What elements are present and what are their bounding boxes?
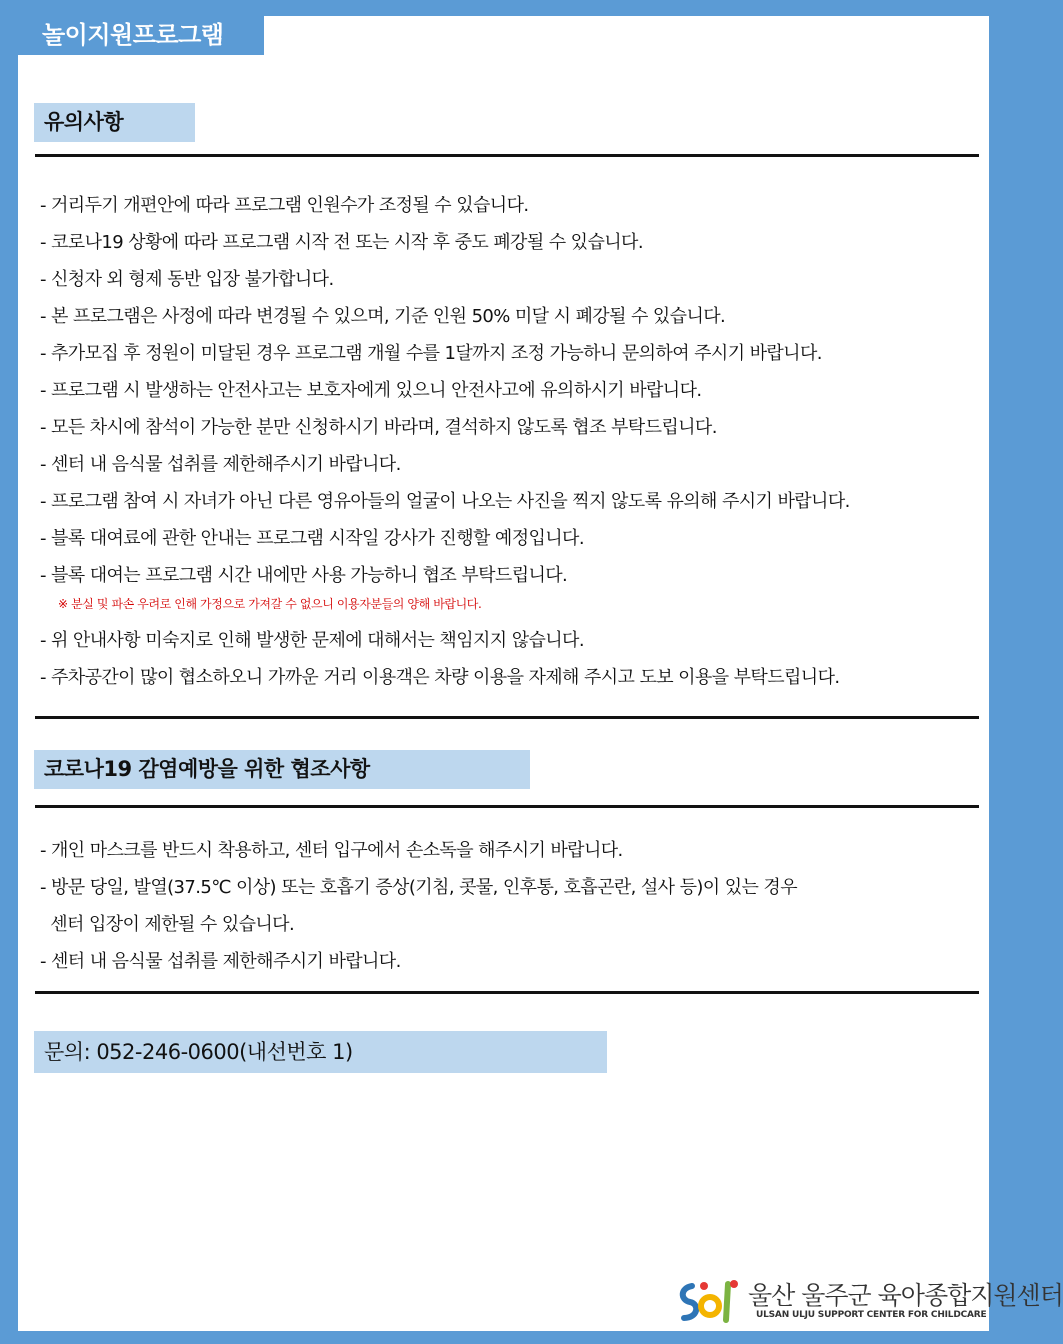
contact-info: 문의: 052-246-0600(내선번호 1): [34, 1031, 607, 1073]
logo-title: 울산 울주군 육아종합지원센터: [748, 1281, 1063, 1310]
covid-list: [40, 832, 797, 980]
list-item: - 센터 내 음식물 섭취를 제한해주시기 바랍니다.: [40, 454, 401, 475]
list-item: - 거리두기 개편안에 따라 프로그램 인원수가 조정될 수 있습니다.: [40, 195, 529, 216]
list-item: - 위 안내사항 미숙지로 인해 발생한 문제에 대해서는 책임지지 않습니다.: [40, 630, 584, 651]
list-item: - 블록 대여료에 관한 안내는 프로그램 시작일 강사가 진행할 예정입니다.: [40, 528, 584, 549]
divider: [35, 154, 979, 157]
list-item: - 방문 당일, 발열(37.5℃ 이상) 또는 호흡기 증상(기침, 콧물, 인후통, 호흡곤란, 설사 등)이 있는 경우: [40, 877, 797, 898]
page-title: 놀이지원프로그램: [18, 16, 264, 55]
list-item: - 주차공간이 많이 협소하오니 가까운 거리 이용객은 차량 이용을 자제해 주시고 도보 이용을 부탁드립니다.: [40, 667, 840, 688]
list-item: - 센터 내 음식물 섭취를 제한해주시기 바랍니다.: [40, 951, 401, 972]
divider: [35, 805, 979, 808]
list-item: - 블록 대여는 프로그램 시간 내에만 사용 가능하니 협조 부탁드립니다.: [40, 565, 568, 586]
precautions-list-2: [40, 622, 839, 696]
list-item: - 추가모집 후 정원이 미달된 경우 프로그램 개월 수를 1달까지 조정 가능하니 문의하여 주시기 바랍니다.: [40, 343, 822, 364]
list-item: - 프로그램 시 발생하는 안전사고는 보호자에게 있으니 안전사고에 유의하시기 바랍니다.: [40, 380, 702, 401]
divider: [35, 716, 979, 719]
logo-subtitle: ULSAN ULJU SUPPORT CENTER FOR CHILDCARE: [756, 1310, 987, 1320]
precautions-list: [40, 187, 850, 614]
list-item: - 개인 마스크를 반드시 착용하고, 센터 입구에서 손소독을 해주시기 바랍니다.: [40, 840, 623, 861]
precautions-heading: 유의사항: [34, 103, 195, 142]
divider: [35, 991, 979, 994]
covid-heading: 코로나19 감염예방을 위한 협조사항: [34, 750, 530, 789]
center-logo: [676, 1276, 1063, 1326]
list-item: - 모든 차시에 참석이 가능한 분만 신청하시기 바라며, 결석하지 않도록 협조 부탁드립니다.: [40, 417, 717, 438]
list-item: - 신청자 외 형제 동반 입장 불가합니다.: [40, 269, 334, 290]
list-item: - 본 프로그램은 사정에 따라 변경될 수 있으며, 기준 인원 50% 미달 시 폐강될 수 있습니다.: [40, 306, 726, 327]
list-item: - 프로그램 참여 시 자녀가 아닌 다른 영유아들의 얼굴이 나오는 사진을 찍지 않도록 유의해 주시기 바랍니다.: [40, 491, 850, 512]
loss-note: ※ 분실 및 파손 우려로 인해 가정으로 가져갈 수 없으니 이용자분들의 양해 바랍니다.: [58, 597, 482, 611]
list-item: 센터 입장이 제한될 수 있습니다.: [40, 914, 295, 935]
logo-mark-icon: [676, 1276, 746, 1328]
list-item: - 코로나19 상황에 따라 프로그램 시작 전 또는 시작 후 중도 폐강될 수 있습니다.: [40, 232, 643, 253]
